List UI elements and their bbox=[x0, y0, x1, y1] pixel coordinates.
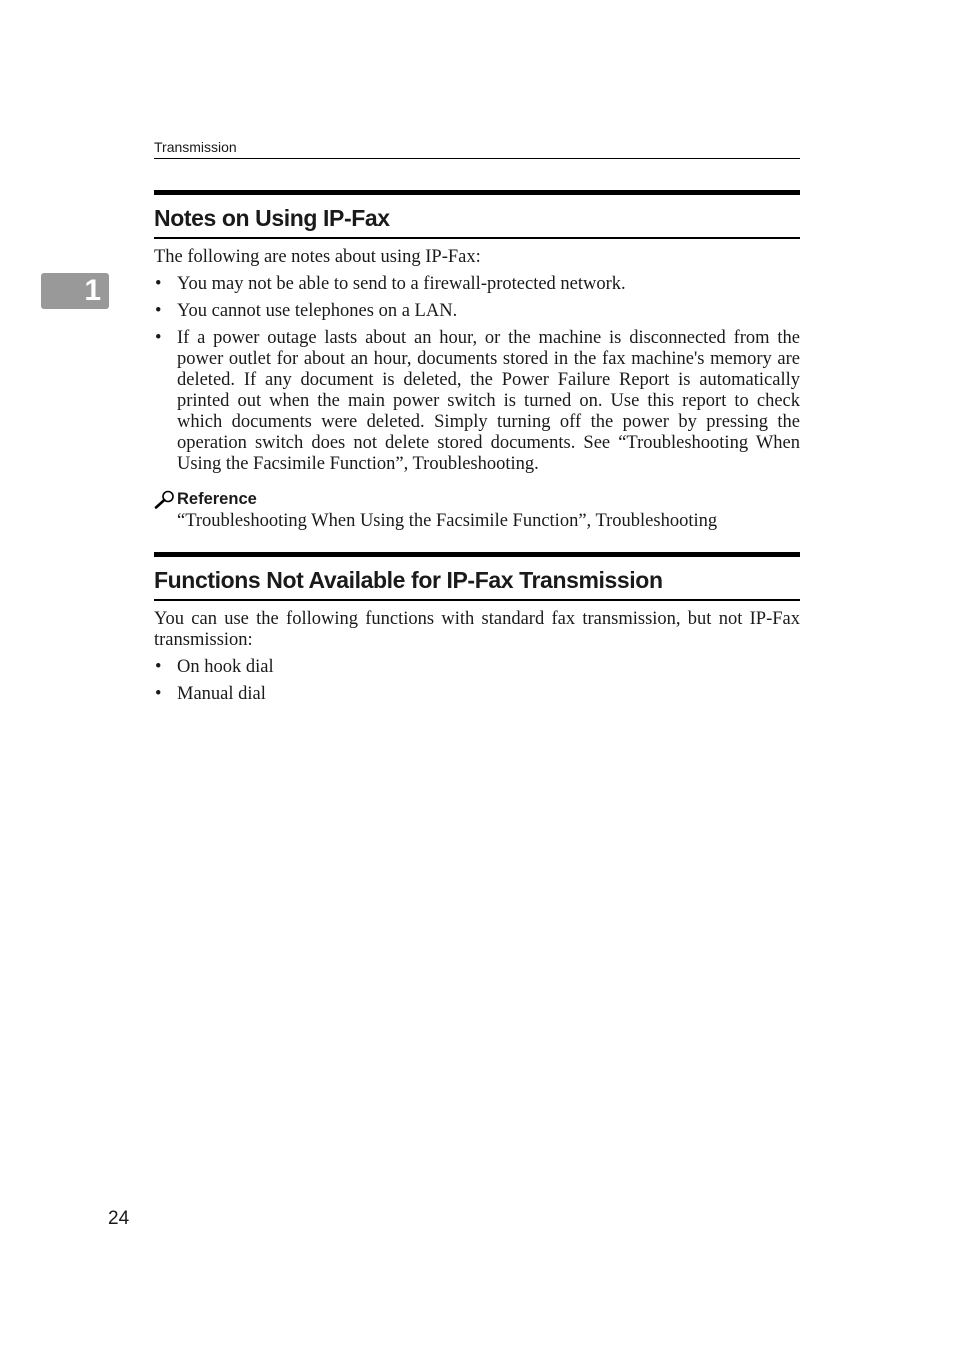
list-item-text: Manual dial bbox=[177, 684, 266, 704]
bullet-marker: • bbox=[155, 301, 162, 321]
section-title-functions: Functions Not Available for IP-Fax Transmission bbox=[154, 552, 800, 601]
bullet-marker: • bbox=[155, 274, 162, 294]
section-intro-functions: You can use the following functions with standard fax transmission, but not IP-Fax transmission: bbox=[154, 609, 800, 650]
list-item-text: If a power outage lasts about an hour, or the machine is disconnected from the power outlet for about an hour, documents stored in the fax machine's memory are deleted. If any document is deleted, the Power Failure Report is automatically printed out when the main power switch is turned on. Use this report to check which documents were deleted. Simply turning off the power by pressing the operation switch does not delete stored documents. See “Troubleshooting When Using the Facsimile Function”, Troubleshooting. bbox=[177, 328, 800, 474]
page-content bbox=[154, 190, 800, 711]
magnifier-icon bbox=[154, 490, 175, 509]
chapter-tab: 1 bbox=[41, 273, 109, 309]
list-item bbox=[154, 657, 800, 678]
list-item bbox=[154, 274, 800, 295]
section-intro-notes: The following are notes about using IP-Fax: bbox=[154, 247, 481, 267]
page-number: 24 bbox=[108, 1208, 130, 1229]
functions-list bbox=[154, 657, 800, 705]
reference-link-text: “Troubleshooting When Using the Facsimile Function”, Troubleshooting bbox=[177, 511, 718, 531]
list-item-text: You cannot use telephones on a LAN. bbox=[177, 301, 458, 321]
reference-heading bbox=[154, 489, 800, 509]
list-item-text: On hook dial bbox=[177, 657, 274, 677]
reference-block bbox=[154, 489, 800, 532]
reference-label: Reference bbox=[177, 490, 257, 508]
running-header: Transmission bbox=[154, 138, 800, 159]
list-item bbox=[154, 301, 800, 322]
bullet-marker: • bbox=[155, 657, 162, 677]
notes-list bbox=[154, 274, 800, 475]
list-item bbox=[154, 684, 800, 705]
bullet-marker: • bbox=[155, 684, 162, 704]
bullet-marker: • bbox=[155, 328, 162, 348]
section-title-notes: Notes on Using IP-Fax bbox=[154, 190, 800, 239]
list-item bbox=[154, 328, 800, 475]
list-item-text: You may not be able to send to a firewall-protected network. bbox=[177, 274, 626, 294]
